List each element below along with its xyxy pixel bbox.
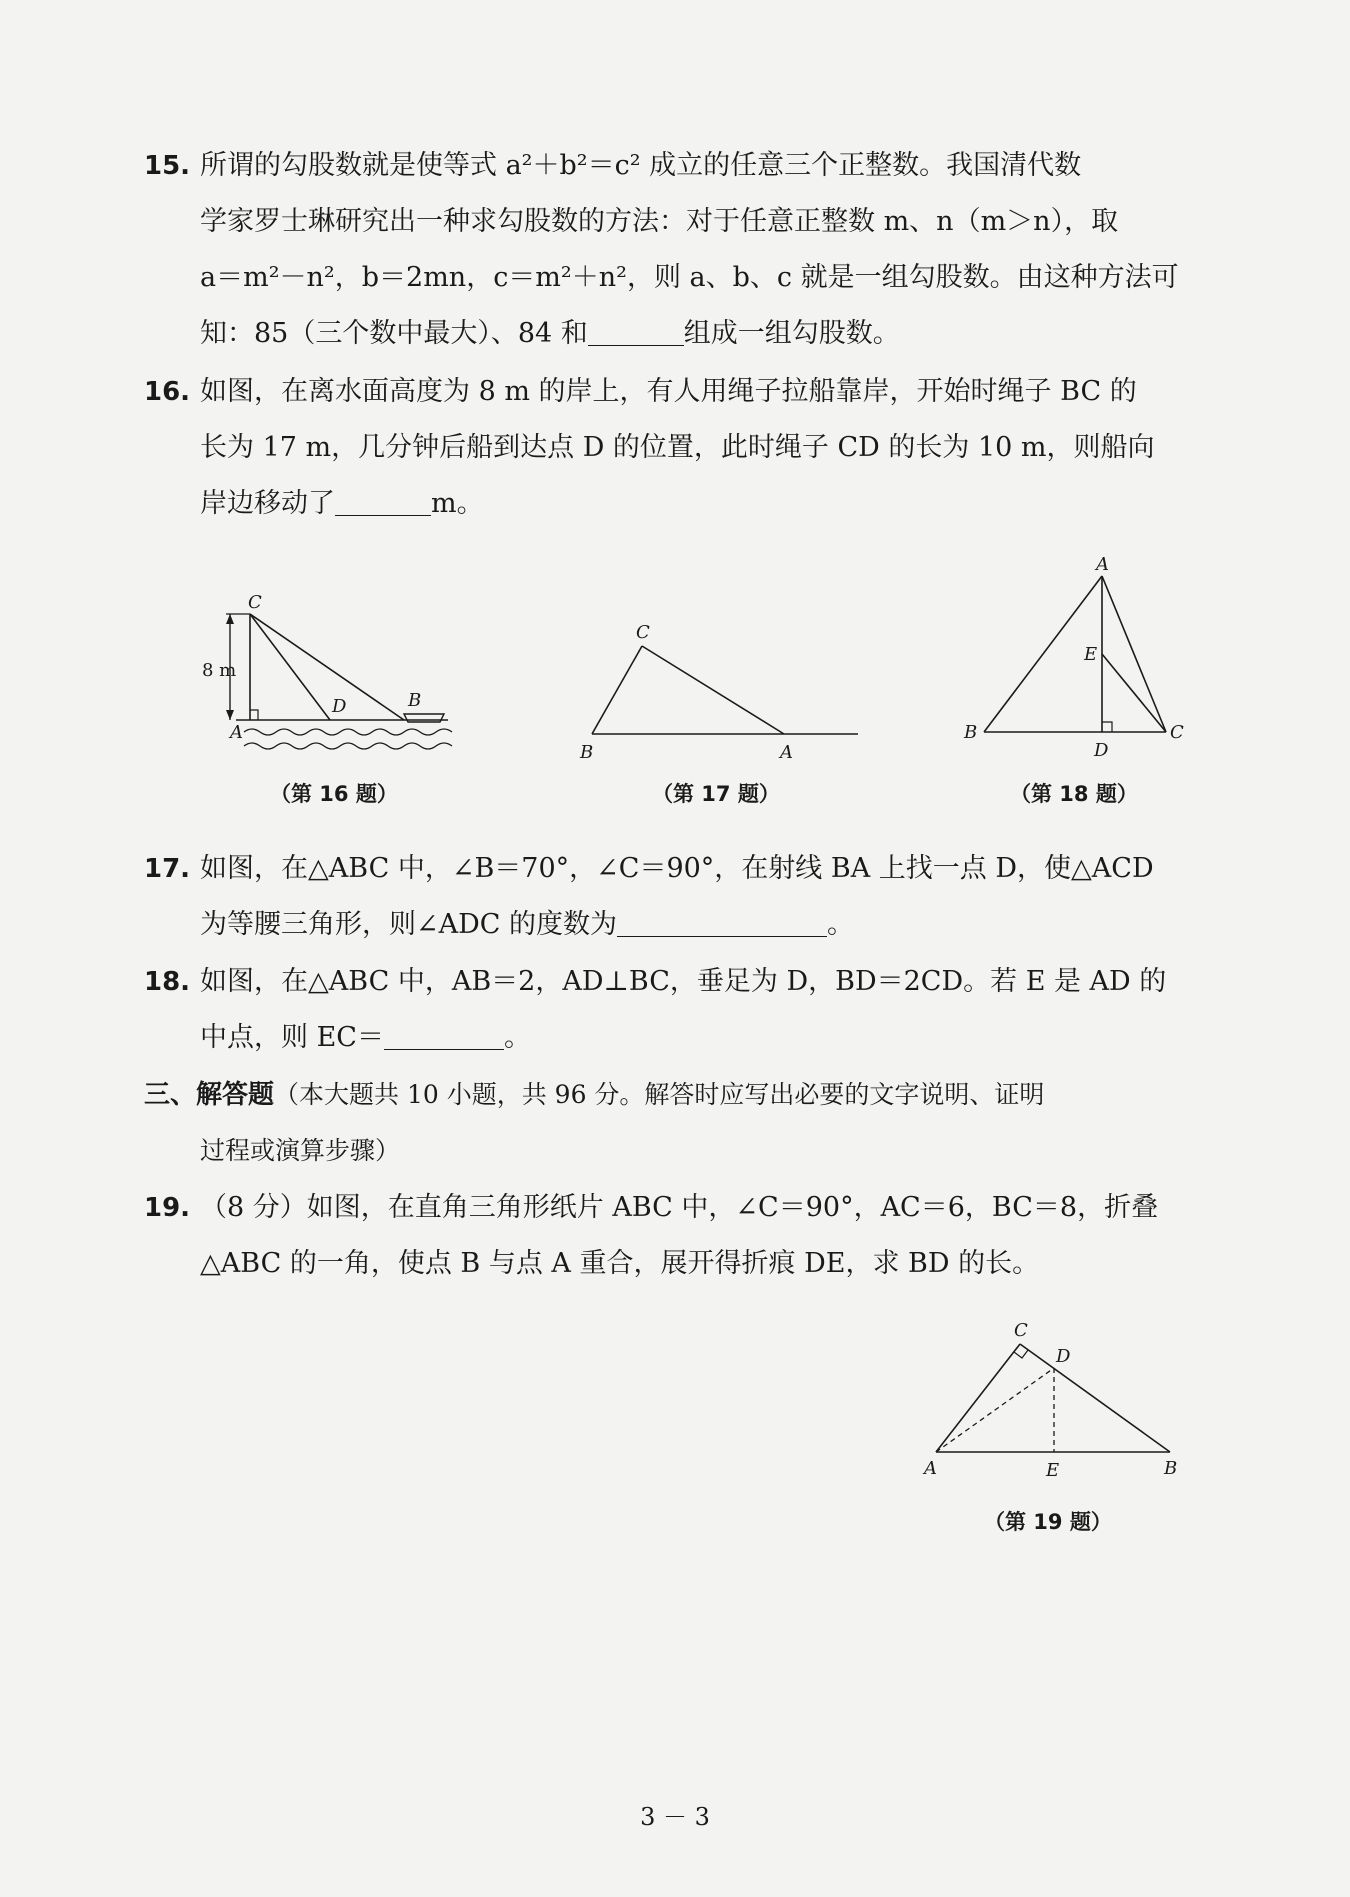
- point-C: C: [1014, 1320, 1028, 1341]
- q16-line-3-tail: m。: [431, 488, 484, 519]
- figure-17-caption: （第 17 题）: [652, 782, 780, 806]
- question-number: 15.: [144, 151, 191, 181]
- section-3-header: [144, 1067, 1214, 1179]
- point-A: A: [230, 722, 243, 743]
- figure-16-caption: （第 16 题）: [270, 782, 398, 806]
- question-17: [144, 841, 1214, 953]
- figure-19: [914, 1314, 1194, 1484]
- q17-line-2-tail: 。: [827, 909, 855, 940]
- question-19: [144, 1180, 1214, 1292]
- point-B: B: [580, 742, 594, 763]
- question-number: 18.: [144, 967, 191, 997]
- section-note-1: （本大题共 10 小题，共 96 分。解答时应写出必要的文字说明、证明: [274, 1080, 1045, 1109]
- q15-line-3: a＝m²－n²，b＝2mn，c＝m²＋n²，则 a、b、c 就是一组勾股数。由这种方法可: [200, 262, 1179, 293]
- q17-line-2-text: 为等腰三角形，则∠ADC 的度数为: [200, 909, 618, 940]
- question-number: 17.: [144, 854, 191, 884]
- q17-line-2: [144, 897, 1214, 953]
- point-B: B: [1164, 1458, 1178, 1479]
- q19-line-2: △ABC 的一角，使点 B 与点 A 重合，展开得折痕 DE，求 BD 的长。: [200, 1248, 1040, 1279]
- q16-line-2: 长为 17 m，几分钟后船到达点 D 的位置，此时绳子 CD 的长为 10 m，则船向: [200, 432, 1155, 463]
- point-E: E: [1046, 1460, 1060, 1481]
- q15-line-4-tail: 组成一组勾股数。: [683, 318, 900, 349]
- q15-line-4-text: 知：85（三个数中最大）、84 和: [200, 318, 588, 349]
- figure-17: [572, 620, 872, 770]
- section-note-2: 过程或演算步骤）: [200, 1136, 401, 1165]
- question-number: 19.: [144, 1193, 191, 1223]
- q18-line-2-tail: 。: [503, 1022, 531, 1053]
- answer-blank[interactable]: [384, 1019, 504, 1050]
- answer-blank[interactable]: [617, 906, 827, 937]
- point-A: A: [1096, 554, 1109, 575]
- point-B: B: [964, 722, 978, 743]
- q16-line-3: [144, 476, 1214, 532]
- q16-line-1: 如图，在离水面高度为 8 m 的岸上，有人用绳子拉船靠岸，开始时绳子 BC 的: [200, 376, 1137, 407]
- answer-blank[interactable]: [588, 315, 684, 346]
- answer-blank[interactable]: [335, 485, 431, 516]
- question-number: 16.: [144, 377, 191, 407]
- height-label: 8 m: [202, 660, 237, 681]
- question-15: [144, 138, 1214, 362]
- q15-line-1: 所谓的勾股数就是使等式 a²＋b²＝c² 成立的任意三个正整数。我国清代数: [200, 150, 1082, 181]
- point-A: A: [924, 1458, 937, 1479]
- q17-line-1: 如图，在△ABC 中，∠B＝70°，∠C＝90°，在射线 BA 上找一点 D，使△ACD: [200, 853, 1154, 884]
- q16-line-3-text: 岸边移动了: [200, 488, 335, 519]
- figure-18: [960, 554, 1200, 764]
- q19-line-1: （8 分）如图，在直角三角形纸片 ABC 中，∠C＝90°，AC＝6，BC＝8，折叠: [200, 1192, 1159, 1223]
- point-D: D: [1056, 1346, 1071, 1367]
- q15-line-2: 学家罗士琳研究出一种求勾股数的方法：对于任意正整数 m、n（m＞n），取: [200, 206, 1119, 237]
- point-E: E: [1084, 644, 1098, 665]
- question-18: [144, 954, 1214, 1066]
- q18-line-2: [144, 1010, 1214, 1066]
- question-16: [144, 364, 1214, 532]
- figure-16: [202, 590, 488, 770]
- point-C: C: [1170, 722, 1184, 743]
- point-D: D: [1094, 740, 1109, 761]
- point-B: B: [408, 690, 422, 711]
- point-D: D: [332, 696, 347, 717]
- figure-18-caption: （第 18 题）: [1010, 782, 1138, 806]
- page-number: 3 － 3: [640, 1803, 710, 1831]
- point-C: C: [636, 622, 650, 643]
- figure-19-caption: （第 19 题）: [984, 1510, 1112, 1534]
- q18-line-2-text: 中点，则 EC＝: [200, 1022, 384, 1053]
- point-A: A: [780, 742, 793, 763]
- point-C: C: [248, 592, 262, 613]
- section-title: 三、解答题: [144, 1080, 275, 1110]
- q15-line-4: [144, 306, 1214, 362]
- q18-line-1: 如图，在△ABC 中，AB＝2，AD⊥BC，垂足为 D，BD＝2CD。若 E 是 AD 的: [200, 966, 1167, 997]
